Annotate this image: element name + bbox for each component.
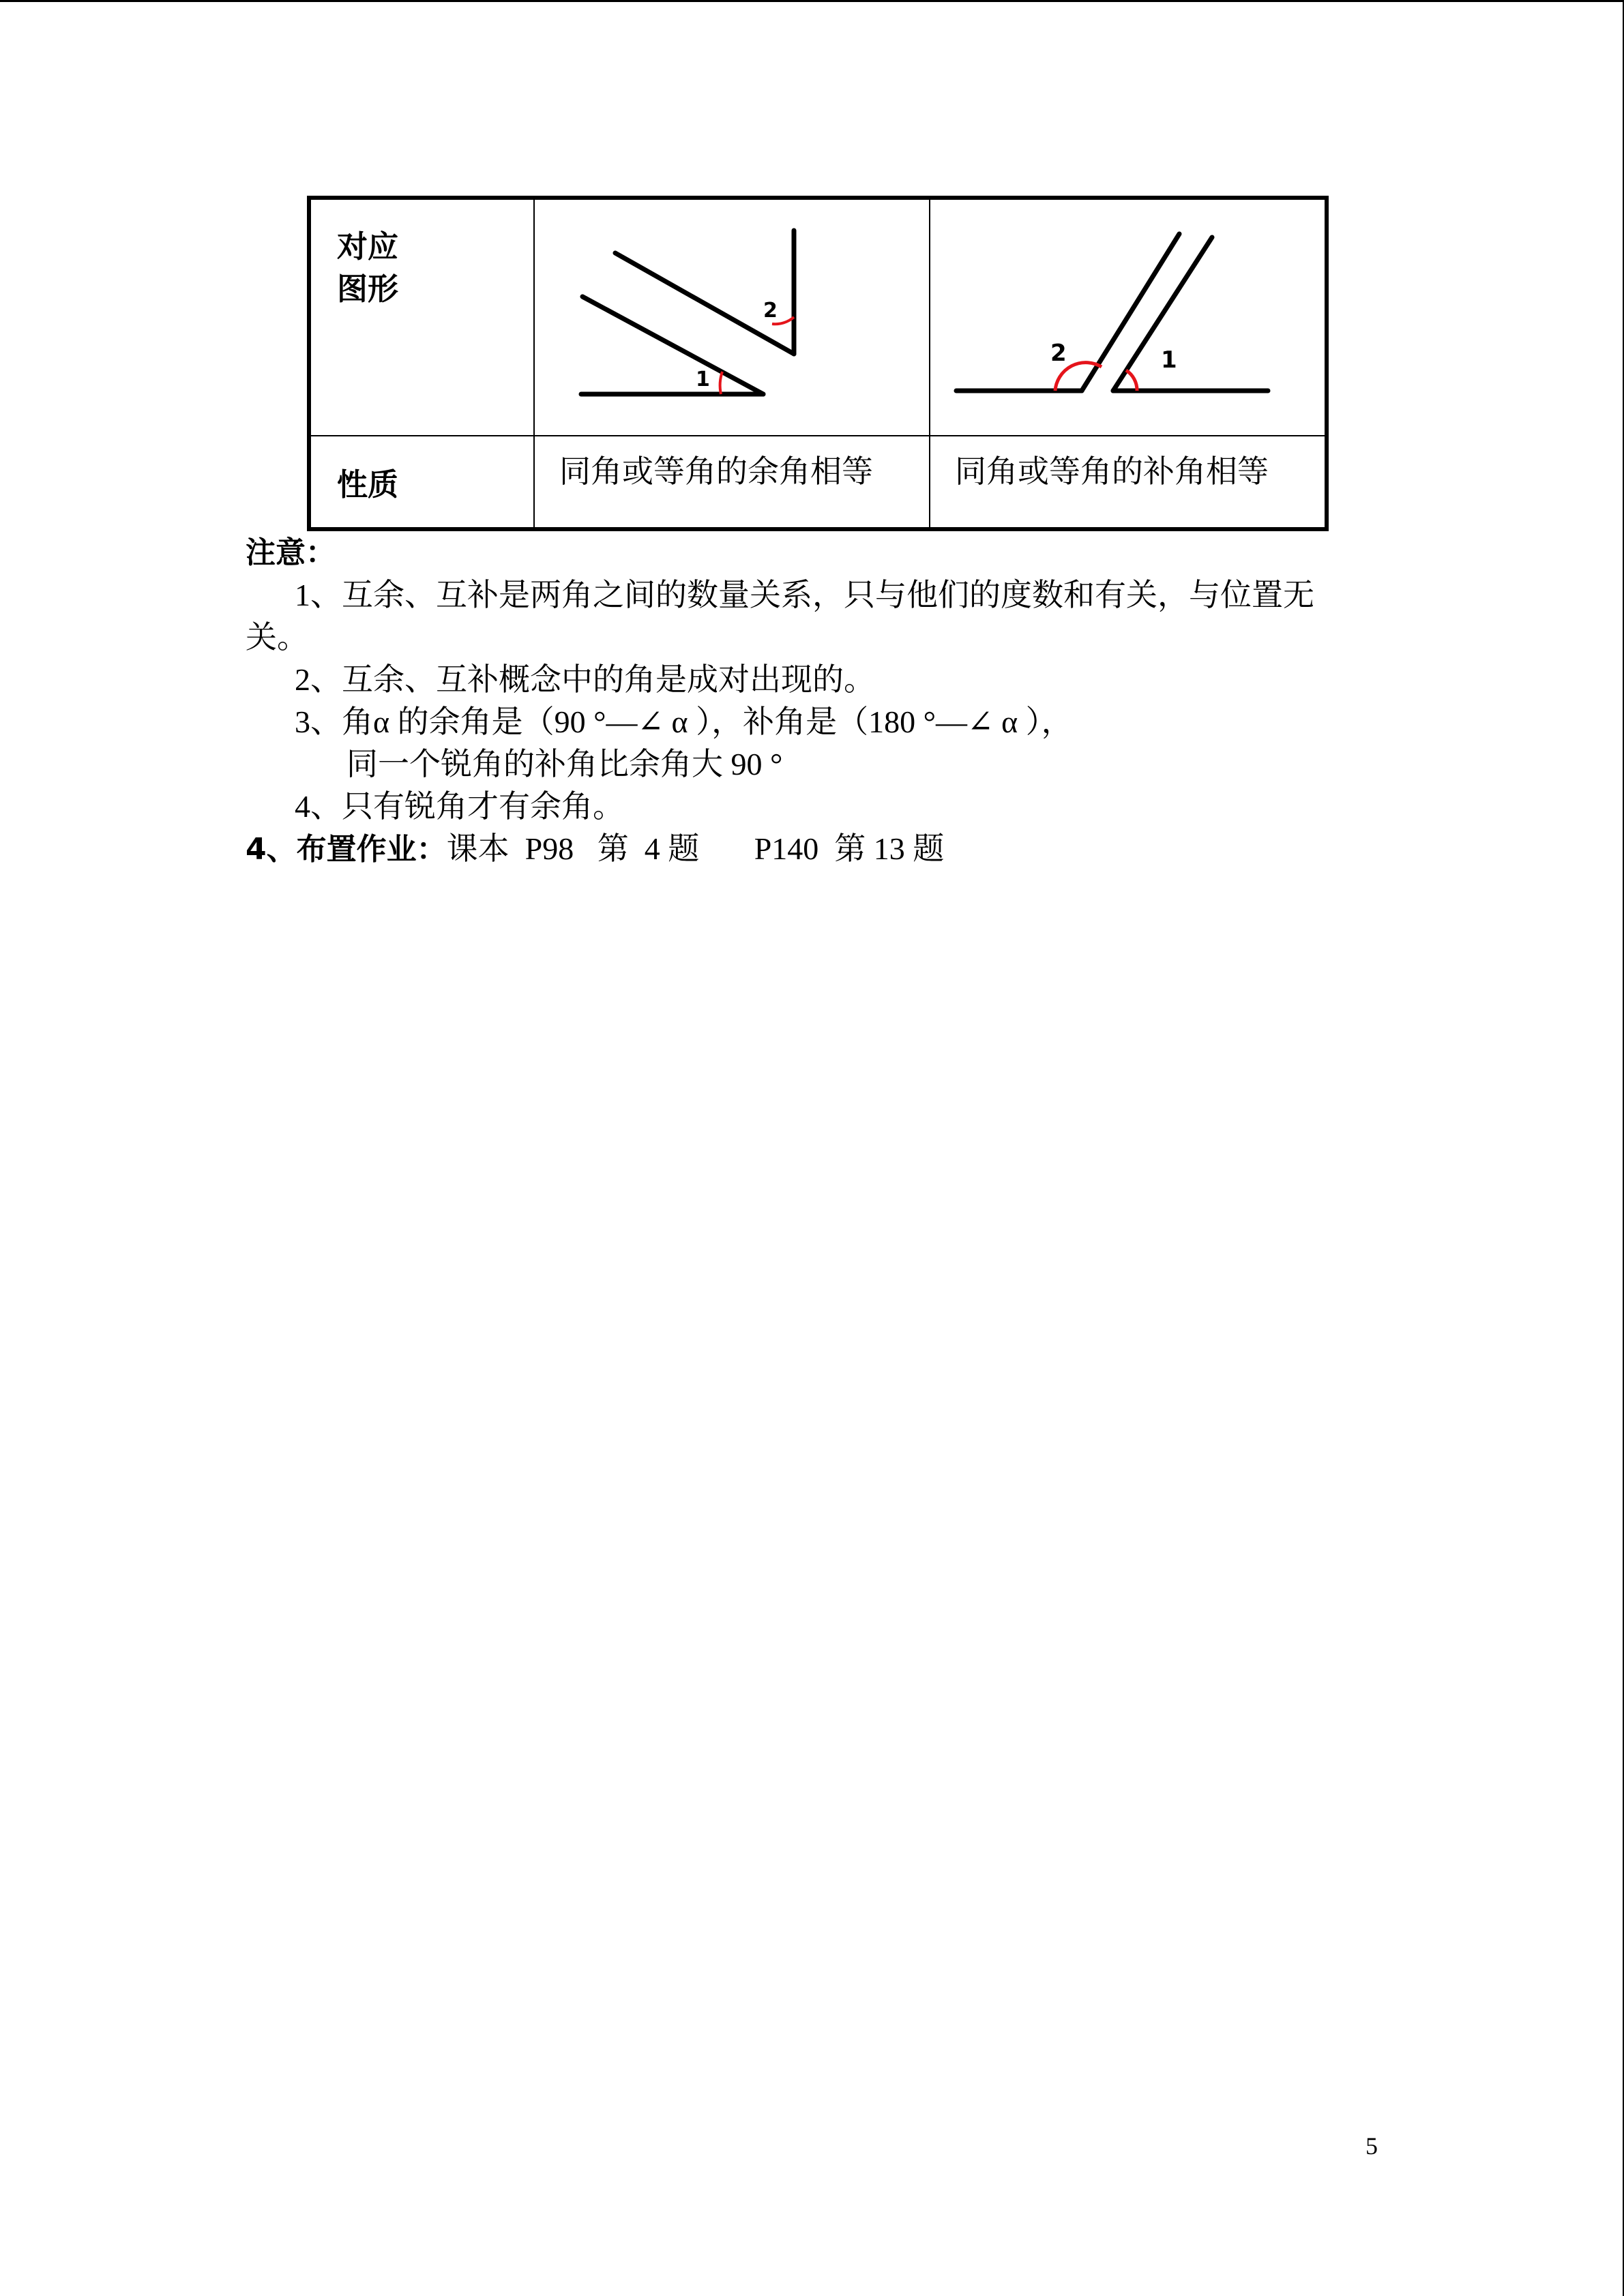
note-item-4: 4、只有锐角才有余角。 — [295, 789, 624, 824]
supplement-figure-cell — [930, 198, 1327, 436]
property-row — [309, 436, 1327, 529]
figure-row-label-line1: 对应 — [337, 228, 399, 265]
property-row-label: 性质 — [337, 466, 399, 503]
note-item-1-line-1: 1、互余、互补是两角之间的数量关系，只与他们的度数和有关，与位置无 — [295, 578, 1314, 612]
figure-a-slant-line-1 — [582, 297, 763, 394]
angle-1-arc-b — [1126, 370, 1137, 391]
figure-row-label-line2: 图形 — [337, 271, 399, 307]
angle-2-label-b: 2 — [1050, 340, 1067, 367]
property-row-header — [309, 436, 534, 529]
homework-line — [246, 828, 1364, 871]
figure-row — [309, 198, 1327, 436]
top-border-line — [0, 0, 1624, 2]
angle-property-table — [307, 196, 1329, 531]
complement-figure-cell — [534, 198, 930, 436]
supplementary-angles-figure — [930, 200, 1325, 435]
note-item-2: 2、互余、互补概念中的角是成对出现的。 — [295, 662, 875, 697]
complement-property-text: 同角或等角的余角相等 — [559, 454, 873, 489]
angle-1-label-b: 1 — [1161, 346, 1177, 374]
note-item-3-line-2: 同一个锐角的补角比余角大 90 ° — [346, 747, 783, 781]
note-item-3-line-1: 3、角α 的余角是（90 °—∠ α ），补角是（180 °—∠ α ）， — [295, 704, 1073, 739]
page-number: 5 — [1365, 2132, 1378, 2160]
supplement-property-text: 同角或等角的补角相等 — [955, 454, 1269, 489]
notes-title: 注意： — [246, 535, 336, 570]
homework-text: 课本 P98 第 4 题 P140 第 13 题 — [446, 831, 945, 866]
angle-1-label: 1 — [696, 368, 710, 391]
complementary-angles-figure — [535, 200, 929, 435]
homework-label: 4、布置作业： — [246, 832, 447, 867]
angle-2-label: 2 — [763, 299, 778, 323]
notes-section — [246, 532, 1364, 871]
angle-1-arc — [720, 372, 722, 394]
supplement-property-cell — [930, 436, 1327, 529]
complement-property-cell — [534, 436, 930, 529]
note-item-1-line-2: 关。 — [246, 620, 308, 655]
figure-row-header — [309, 198, 534, 436]
